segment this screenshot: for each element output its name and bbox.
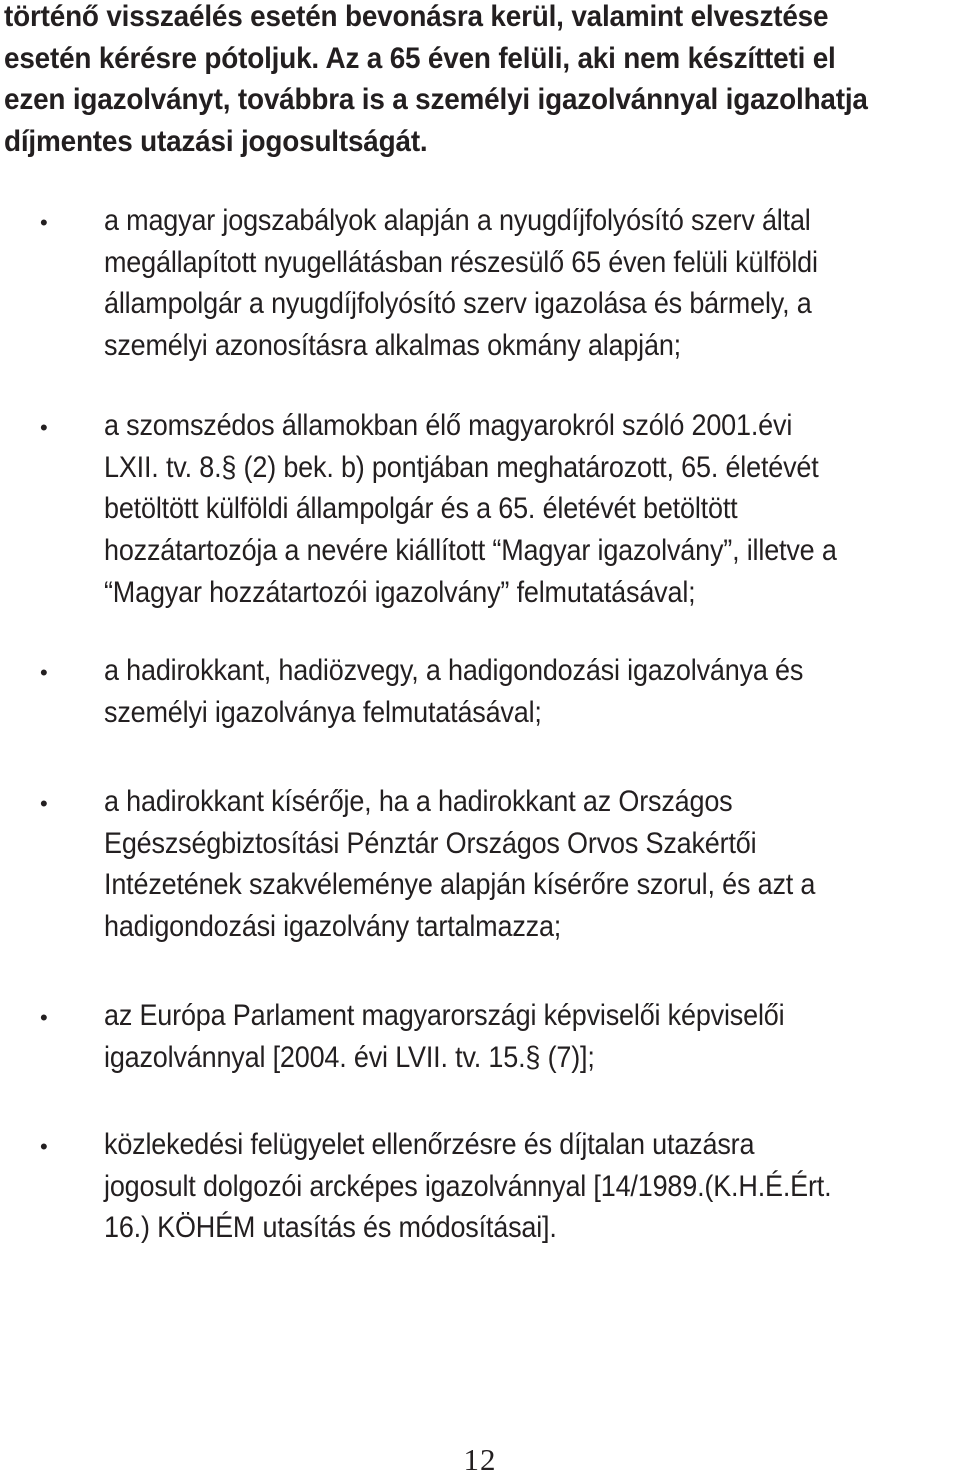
list-item-text: közlekedési felügyelet ellenőrzésre és díjtalan utazásra jogosult dolgozói arcképes igazolvánnyal [14/1989.(K.H.É.Ért. 16.) KÖHÉM utasítás és módosításai]. xyxy=(104,1128,832,1245)
bullet-marker: • xyxy=(40,791,48,816)
bullet-marker: • xyxy=(40,660,48,685)
bullet-marker: • xyxy=(40,415,48,440)
list-item-text: az Európa Parlament magyarországi képviselői képviselői igazolvánnyal [2004. évi LVII. tv. 15.§ (7)]; xyxy=(104,999,785,1074)
list-item-text: a hadirokkant, hadiözvegy, a hadigondozási igazolványa és személyi igazolványa felmutatásával; xyxy=(104,654,804,729)
bullet-marker: • xyxy=(40,210,48,235)
page-number: 12 xyxy=(463,1442,497,1477)
intro-paragraph: történő visszaélés esetén bevonásra kerül, valamint elvesztése esetén kérésre pótoljuk. Az a 65 éven felüli, aki nem készítteti el ezen igazolványt, továbbra is a személyi igazolvánnyal igazolhatja díjmentes utazási jogosultságát. xyxy=(4,0,868,158)
list-item-text: a szomszédos államokban élő magyarokról szóló 2001.évi LXII. tv. 8.§ (2) bek. b) pontjában meghatározott, 65. életévét betöltött külföldi állampolgár és a 65. életévét betöltött hozzátartozója a nevére kiállított “Magyar igazolvány”, illetve a “Magyar hozzátartozói igazolvány” felmutatásával; xyxy=(104,409,837,609)
bullet-marker: • xyxy=(40,1005,48,1030)
list-item-text: a hadirokkant kísérője, ha a hadirokkant az Országos Egészségbiztosítási Pénztár Országos Orvos Szakértői Intézetének szakvéleménye alapján kísérőre szorul, és azt a hadigondozási igazolvány tartalmazza; xyxy=(104,785,816,944)
bullet-marker: • xyxy=(40,1134,48,1159)
list-item-text: a magyar jogszabályok alapján a nyugdíjfolyósító szerv által megállapított nyugellátásban részesülő 65 éven felüli külföldi állampolgár a nyugdíjfolyósító szerv igazolása és bármely, a személyi azonosításra alkalmas okmány alapján; xyxy=(104,204,818,363)
